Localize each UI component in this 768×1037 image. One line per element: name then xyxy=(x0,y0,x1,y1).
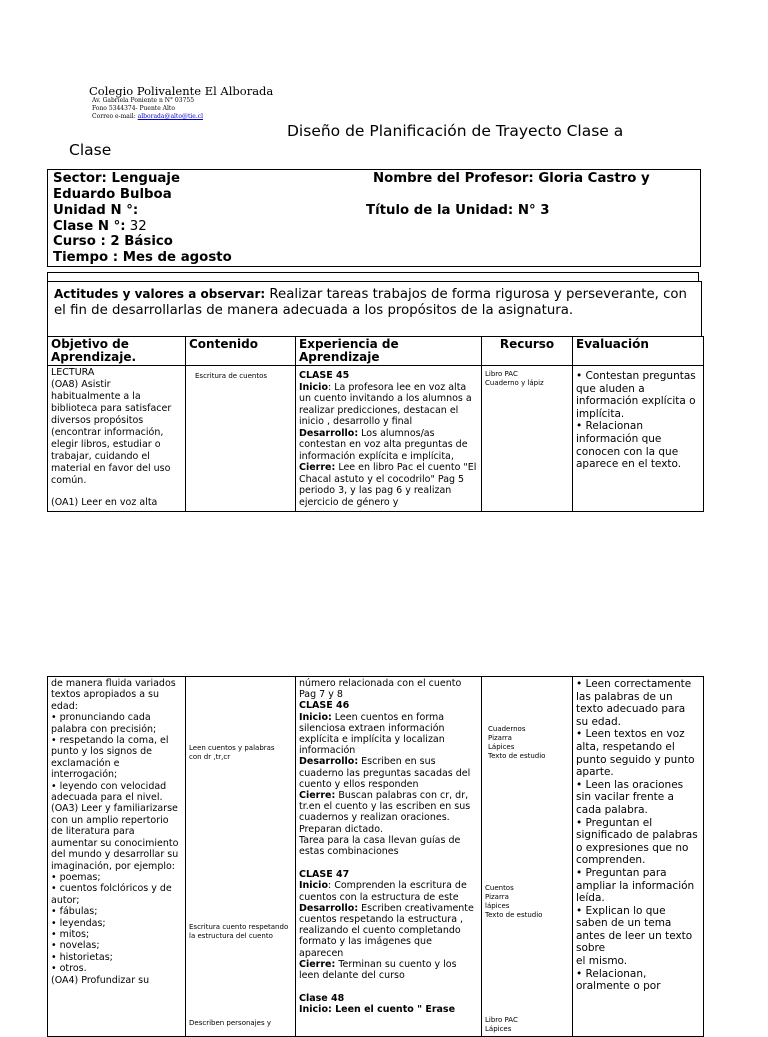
school-phone: Fono 5344374- Puente Alto xyxy=(92,105,175,112)
evaluation-item: • Contestan preguntas que aluden a información explícita o implícita. xyxy=(576,370,696,420)
resource-item: Cuentos xyxy=(485,884,514,892)
desarrollo-text: Escriben en sus cuaderno las preguntas sacadas del cuento y ellos responden xyxy=(299,756,471,790)
resource-item: Libro PAC xyxy=(485,370,518,378)
cierre-text: Terminan su cuento y los leen delante del curso xyxy=(299,958,457,982)
inicio-text: : La profesora lee en voz alta un cuento invitando a los alumnos a realizar predicciones, destacan el inicio , desarrollo y final xyxy=(299,381,472,427)
objective-cell xyxy=(48,366,186,512)
unit-title-label: Título de la Unidad: N° 3 xyxy=(366,203,550,218)
planning-table xyxy=(47,336,704,512)
content-text: Leen cuentos y palabras con dr ,tr,cr xyxy=(189,744,275,761)
school-address: Av. Gabriela Poniente n N° 03755 xyxy=(92,97,195,104)
inicio-label: Inicio xyxy=(299,880,328,892)
desarrollo-text: Escriben creativamente cuentos respetando la estructura , realizando el cuento completando formato y las imágenes que aparecen xyxy=(299,902,474,959)
content-text: Escritura cuento respetando la estructura del cuento xyxy=(189,923,289,940)
time-period: Tiempo : Mes de agosto xyxy=(53,250,232,265)
objective-bullet: • poemas; xyxy=(51,871,101,883)
page-title-continued: Clase xyxy=(69,141,112,159)
resource-cell xyxy=(482,677,573,1037)
content-cell xyxy=(186,677,296,1037)
header-evaluacion: Evaluación xyxy=(573,337,704,366)
spacer xyxy=(299,981,478,993)
objective-bullet: • novelas; xyxy=(51,940,100,952)
class-45-title: CLASE 45 xyxy=(299,370,350,381)
resource-group xyxy=(485,1016,518,1034)
objective-bullet: • otros. xyxy=(51,963,87,975)
email-link[interactable]: alborada@alto@tie.cl xyxy=(137,113,204,120)
teacher-label-continued: Eduardo Bulboa xyxy=(53,187,172,202)
content-text: Describen personajes y xyxy=(189,1019,271,1027)
evaluation-item: • Leen correctamente las palabras de un texto adecuado para xyxy=(576,678,692,716)
evaluation-item: aparte. xyxy=(576,766,614,779)
objective-oa3: (OA3) Leer y familiarizarse con un amplio repertorio de literatura para aumentar su conocimiento del mundo y desarrollar su imaginación, por ejemplo: xyxy=(51,803,179,872)
objective-cell xyxy=(48,677,186,1037)
spacer xyxy=(299,857,478,869)
inicio-text: Leen cuentos en forma silenciosa extraen información explícita e implícita y localizan información xyxy=(299,711,445,757)
desarrollo-text: Los alumnos/as contestan en voz alta preguntas de información explícita e implícita, xyxy=(299,427,468,462)
objective-bullet: • fábulas; xyxy=(51,906,98,918)
table-row xyxy=(48,366,704,512)
cierre-text: Buscan palabras con cr, dr, tr.en el cuento y las escriben en sus cuadernos y realizan oraciones. xyxy=(299,790,471,824)
header-recurso: Recurso xyxy=(482,337,573,366)
header-experiencia: Experiencia de Aprendizaje xyxy=(296,337,482,366)
inicio-label: Inicio: xyxy=(299,711,332,723)
page-title: Diseño de Planificación de Trayecto Clase a xyxy=(287,122,624,140)
cierre-label: Cierre: xyxy=(299,790,336,802)
cierre-label: Cierre: xyxy=(299,958,336,970)
resource-item: Cuadernos xyxy=(488,725,526,733)
content-cell xyxy=(186,366,296,512)
attitudes-text: Realizar tareas trabajos de forma rigurosa y perseverante, con el fin de desarrollarlas de manera adecuada a los propósitos de la asignatura. xyxy=(54,287,687,318)
resource-item: Lápices xyxy=(485,1025,512,1033)
evaluation-item: el mismo. xyxy=(576,955,628,968)
inicio-text: : Comprenden la escritura de cuentos con la estructura de este xyxy=(299,880,467,903)
experience-text: Tarea para la casa llevan guías de estas combinaciones xyxy=(299,834,461,858)
resource-group xyxy=(485,884,542,920)
resource-item: Cuaderno y lápiz xyxy=(485,379,544,387)
evaluation-item: • Leen las oraciones sin vacilar frente a cada palabra. xyxy=(576,778,684,816)
evaluation-item: • Relacionan, oralmente o por xyxy=(576,967,661,993)
objective-bullet: • cuentos folclóricos y de autor; xyxy=(51,883,172,906)
evaluation-item: • Leen textos en voz alta, respetando el punto seguido y punto xyxy=(576,728,695,766)
attitudes-label: Actitudes y valores a observar: xyxy=(54,287,266,301)
class-46-title: CLASE 46 xyxy=(299,700,350,712)
desarrollo-label: Desarrollo: xyxy=(299,427,359,439)
objective-text: de manera fluida variados textos apropiados a su edad: xyxy=(51,678,176,712)
header-contenido: Contenido xyxy=(186,337,296,366)
objective-heading: LECTURA xyxy=(51,367,95,378)
objective-oa1: (OA1) Leer en voz alta xyxy=(51,497,158,508)
attitudes-box xyxy=(47,281,702,337)
class-info-box xyxy=(47,169,701,267)
class-47-title: CLASE 47 xyxy=(299,869,350,881)
resource-group xyxy=(488,725,545,761)
objective-bullet: • leyendas; xyxy=(51,917,106,929)
inicio-text: Inicio: Leen el cuento " Erase xyxy=(299,1004,456,1016)
grade: Curso : 2 Básico xyxy=(53,234,173,249)
experience-cell xyxy=(296,677,482,1037)
school-name: Colegio Polivalente El Alborada xyxy=(89,84,274,98)
evaluation-item: • Preguntan el significado de palabras o expresiones que no comprenden. xyxy=(576,816,698,867)
evaluation-item: • Preguntan para ampliar la información leída. xyxy=(576,866,695,905)
school-email xyxy=(92,113,203,121)
sector-label: Sector: Lenguaje xyxy=(53,171,180,186)
teacher-label: Nombre del Profesor: Gloria Castro y xyxy=(373,171,650,186)
evaluation-cell xyxy=(573,366,704,512)
objective-oa4: (OA4) Profundizar su xyxy=(51,974,150,986)
cierre-text: Lee en libro Pac el cuento "El Chacal astuto y el cocodrilo" Pag 5 periodo 3, y las pag 6 y realizan ejercicio de género y xyxy=(299,462,477,508)
experience-cell xyxy=(296,366,482,512)
objective-bullet: • pronunciando cada palabra con precisión; xyxy=(51,712,157,735)
experience-text: número relacionada con el cuento Pag 7 y 8 xyxy=(299,678,462,701)
planning-table-continued xyxy=(47,676,704,1037)
evaluation-item: su edad. xyxy=(576,715,622,728)
class-48-title: Clase 48 xyxy=(299,993,345,1005)
evaluation-cell xyxy=(573,677,704,1037)
objective-bullet: • leyendo con velocidad adecuada para el nivel. xyxy=(51,780,167,804)
resource-item: Texto de estudio xyxy=(485,911,543,919)
resource-item: Lápices xyxy=(488,743,515,751)
class-number: Clase N °: 32 xyxy=(53,219,147,234)
header-objetivo: Objetivo de Aprendizaje. xyxy=(48,337,186,366)
objective-bullet: • historietas; xyxy=(51,951,113,963)
objective-oa8: (OA8) Asistir habitualmente a la biblioteca para satisfacer diversos propósitos (encontrar información, elegir libros, estudiar o trabajar, cuidando el material en favor del uso común. xyxy=(51,379,172,486)
unit-label: Unidad N °: xyxy=(53,203,139,218)
evaluation-item: • Explican lo que saben de un tema antes de leer un texto sobre xyxy=(576,904,693,955)
resource-item: Pizarra xyxy=(488,734,512,742)
desarrollo-label: Desarrollo: xyxy=(299,756,359,768)
cierre-label: Cierre: xyxy=(299,462,336,473)
experience-text: Preparan dictado. xyxy=(299,823,383,835)
spacer xyxy=(51,487,182,497)
objective-bullet: • mitos; xyxy=(51,928,90,940)
resource-item: Libro PAC xyxy=(485,1016,518,1024)
resource-cell xyxy=(482,366,573,512)
resource-item: lápices xyxy=(485,902,510,910)
evaluation-item: • Relacionan información que conocen con la que aparece en el texto. xyxy=(576,420,682,471)
inicio-label: Inicio xyxy=(299,381,328,393)
content-text: Escritura de cuentos xyxy=(195,372,267,380)
desarrollo-label: Desarrollo: xyxy=(299,902,359,914)
resource-item: Pizarra xyxy=(485,893,509,901)
table-row xyxy=(48,677,704,1037)
objective-bullet: • respetando la coma, el punto y los signos de exclamación e interrogación; xyxy=(51,735,169,781)
resource-item: Texto de estudio xyxy=(488,752,546,760)
email-label: Correo e-mail: xyxy=(92,113,138,120)
